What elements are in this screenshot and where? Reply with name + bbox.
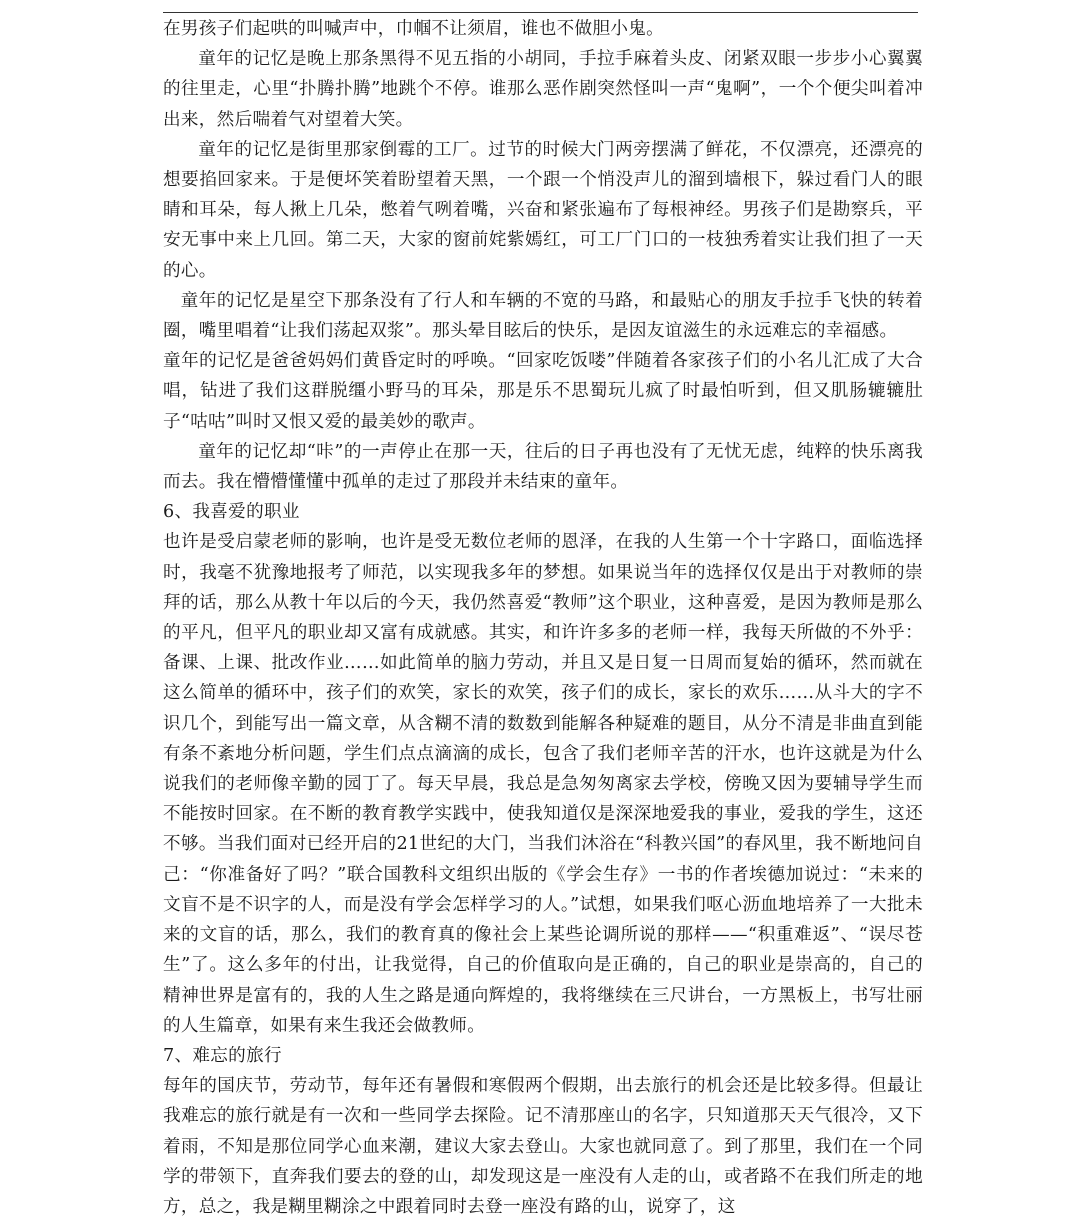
paragraph-parents-call: 童年的记忆是爸爸妈妈们黄昏定时的呼唤。“回家吃饭喽”伴随着各家孩子们的小名儿汇成了大合唱，钻进了我们这群脱缰小野马的耳朵，那是乐不思蜀玩儿疯了时最怕听到，但又肌肠辘辘肚子“咕咕”叫时又恨又爱的最美妙的歌声。 (163, 351, 923, 432)
paragraph-factory-flowers: 童年的记忆是街里那家倒霉的工厂。过节的时候大门两旁摆满了鲜花，不仅漂亮，还漂亮的想要掐回家来。于是便坏笑着盼望着天黑，一个跟一个悄没声儿的溜到墙根下，躲过看门人的眼睛和耳朵，每人揪上几朵，憋着气咧着嘴，兴奋和紧张遍布了每根神经。男孩子们是勘察兵，平安无事中来上几回。第二天，大家的窗前姹紫嫣红，可工厂门口的一枝独秀着实让我们担了一天的心。 (163, 139, 923, 281)
paragraph-trip: 每年的国庆节，劳动节，每年还有暑假和寒假两个假期，出去旅行的机会还是比较多得。但最让我难忘的旅行就是有一次和一些同学去探险。记不清那座山的名字，只知道那天天气很冷，又下着雨，不知是那位同学心血来潮，建议大家去登山。大家也就同意了。到了那里，我们在一个同学的带领下，直奔我们要去的登的山，却发现这是一座没有人走的山，或者路不在我们所走的地方，总之，我是糊里糊涂之中跟着同时去登一座没有路的山，说穿了，这 (163, 1076, 923, 1217)
section-heading-favorite-job: 6、我喜爱的职业 (163, 502, 300, 523)
paragraph-continuation: 在男孩子们起哄的叫喊声中，巾帼不让须眉，谁也不做胆小鬼。 (163, 19, 665, 39)
paragraph-dark-alley: 童年的记忆是晚上那条黑得不见五指的小胡同，手拉手麻着头皮、闭紧双眼一步步小心翼翼的往里走，心里“扑腾扑腾”地跳个不停。谁那么恶作剧突然怪叫一声“鬼啊”，一个个便尖叫着冲出来，然后喘着气对望着大笑。 (163, 49, 923, 130)
paragraph-childhood-end: 童年的记忆却“咔”的一声停止在那一天，往后的日子再也没有了无忧无虑，纯粹的快乐离我而去。我在懵懵懂懂中孤单的走过了那段并未结束的童年。 (163, 441, 923, 493)
paragraph-starry-road: 童年的记忆是星空下那条没有了行人和车辆的不宽的马路，和最贴心的朋友手拉手飞快的转着圈，嘴里唱着“让我们荡起双浆”。那头晕目眩后的快乐，是因友谊滋生的永远难忘的幸福感。 (163, 290, 923, 342)
document-body (163, 14, 923, 1222)
paragraph-teacher-career: 也许是受启蒙老师的影响，也许是受无数位老师的恩泽，在我的人生第一个十字路口，面临选择时，我毫不犹豫地报考了师范，以实现我多年的梦想。如果说当年的选择仅仅是出于对教师的崇拜的话，那么从教十年以后的今天，我仍然喜爱“教师”这个职业，这种喜爱，是因为教师是那么的平凡，但平凡的职业却又富有成就感。其实，和许许多多的老师一样，我每天所做的不外乎：备课、上课、批改作业……如此简单的脑力劳动，并且又是日复一日周而复始的循环，然而就在这么简单的循环中，孩子们的欢笑，家长的欢笑，孩子们的成长，家长的欢乐……从斗大的字不识几个，到能写出一篇文章，从含糊不清的数数到能解各种疑难的题目，从分不清是非曲直到能有条不紊地分析问题，学生们点点滴滴的成长，包含了我们老师辛苦的汗水，也许这就是为什么说我们的老师像辛勤的园丁了。每天早晨，我总是急匆匆离家去学校，傍晚又因为要辅导学生而不能按时回家。在不断的教育教学实践中，使我知道仅是深深地爱我的事业，爱我的学生，这还不够。当我们面对已经开启的21世纪的大门，当我们沐浴在“科教兴国”的春风里，我不断地问自己：“你准备好了吗？”联合国教科文组织出版的《学会生存》一书的作者埃德加说过：“未来的文盲不是不识字的人，而是没有学会怎样学习的人。”试想，如果我们呕心沥血地培养了一大批未来的文盲的话，那么，我们的教育真的像社会上某些论调所说的那样——“积重难返”、“误尽苍生”了。这么多年的付出，让我觉得，自己的价值取向是正确的，自己的职业是崇高的，自己的精神世界是富有的，我的人生之路是通向辉煌的，我将继续在三尺讲台，一方黑板上，书写壮丽的人生篇章，如果有来生我还会做教师。 (163, 532, 923, 1036)
section-heading-memorable-trip: 7、难忘的旅行 (163, 1045, 282, 1066)
header-rule (163, 12, 918, 13)
